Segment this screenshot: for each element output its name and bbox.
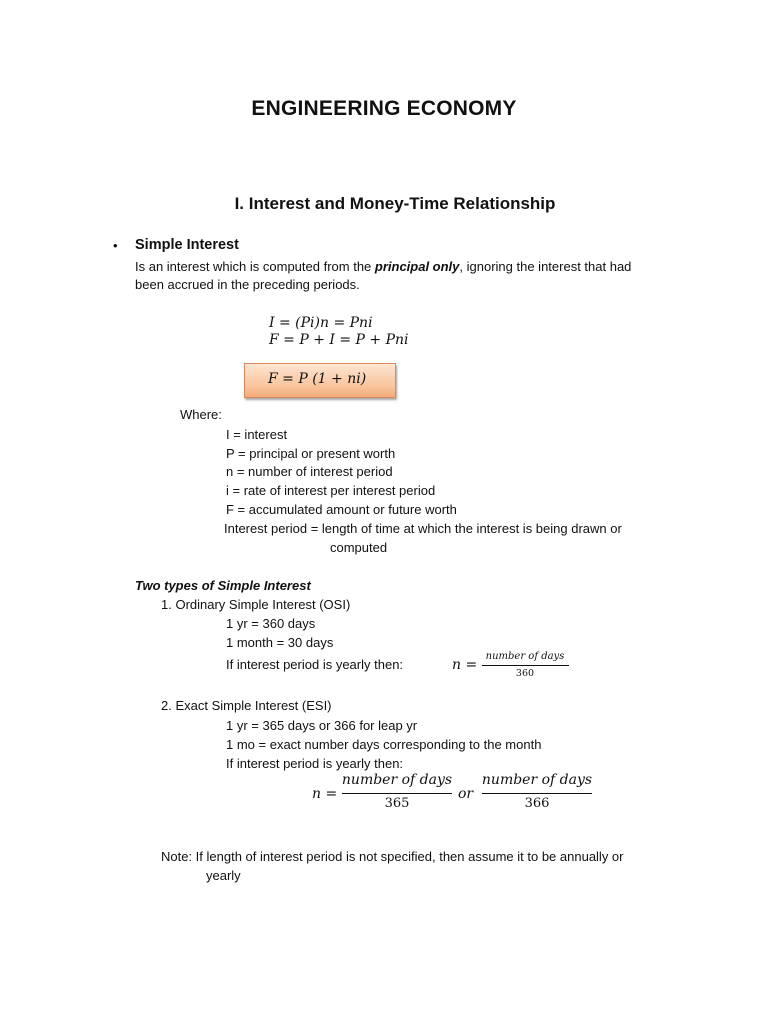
formula-interest: I = (Pi)n = Pni bbox=[269, 315, 373, 331]
document-title: ENGINEERING ECONOMY bbox=[251, 97, 517, 120]
osi-line: 1 month = 30 days bbox=[226, 635, 334, 650]
note-line1: Note: If length of interest period is not specified, then assume it to be annually or bbox=[161, 849, 624, 864]
where-item: i = rate of interest per interest period bbox=[226, 483, 436, 498]
emphasis-principal-only: principal only bbox=[374, 259, 460, 274]
formula-future-worth: F = P + I = P + Pni bbox=[269, 332, 409, 348]
esi-frac2-denominator: 366 bbox=[524, 796, 550, 811]
where-item: n = number of interest period bbox=[226, 464, 393, 479]
esi-frac1-denominator: 365 bbox=[384, 796, 410, 811]
esi-frac1-numerator: number of days bbox=[341, 772, 453, 788]
esi-line: 1 yr = 365 days or 366 for leap yr bbox=[226, 718, 418, 733]
section-heading: I. Interest and Money-Time Relationship bbox=[234, 194, 556, 213]
note-line2: yearly bbox=[206, 868, 241, 883]
esi-line: If interest period is yearly then: bbox=[226, 756, 404, 771]
esi-line: 1 mo = exact number days corresponding to the month bbox=[226, 737, 542, 752]
where-item: F = accumulated amount or future worth bbox=[226, 502, 457, 517]
boxed-formula-text: F = P (1 + ni) bbox=[268, 371, 367, 387]
esi-frac2-bar bbox=[482, 793, 592, 794]
bullet-icon: • bbox=[113, 238, 118, 253]
esi-formula-connector: or bbox=[458, 786, 474, 802]
esi-label: 2. Exact Simple Interest (ESI) bbox=[161, 698, 332, 713]
topic-heading: Simple Interest bbox=[135, 237, 239, 253]
esi-frac2-numerator: number of days bbox=[481, 772, 593, 788]
where-item: P = principal or present worth bbox=[226, 446, 396, 461]
osi-line: 1 yr = 360 days bbox=[226, 616, 316, 631]
where-item: Interest period = length of time at which the interest is being drawn or bbox=[224, 521, 622, 536]
esi-frac1-bar bbox=[342, 793, 452, 794]
esi-formula-lhs: n = bbox=[312, 786, 338, 802]
osi-fraction-bar bbox=[482, 665, 569, 666]
osi-formula-lhs: n = bbox=[452, 657, 478, 673]
osi-formula-denominator: 360 bbox=[515, 668, 535, 679]
osi-formula-numerator: number of days bbox=[485, 651, 565, 662]
where-label: Where: bbox=[180, 407, 222, 422]
osi-line: If interest period is yearly then: bbox=[226, 657, 404, 672]
types-heading: Two types of Simple Interest bbox=[135, 578, 311, 593]
osi-label: 1. Ordinary Simple Interest (OSI) bbox=[161, 597, 351, 612]
topic-description-line2: been accrued in the preceding periods. bbox=[135, 277, 360, 292]
where-item-continuation: computed bbox=[330, 540, 388, 555]
where-item: I = interest bbox=[226, 427, 288, 442]
topic-description-line1: Is an interest which is computed from the principal only, ignoring the interest that had bbox=[135, 259, 632, 274]
